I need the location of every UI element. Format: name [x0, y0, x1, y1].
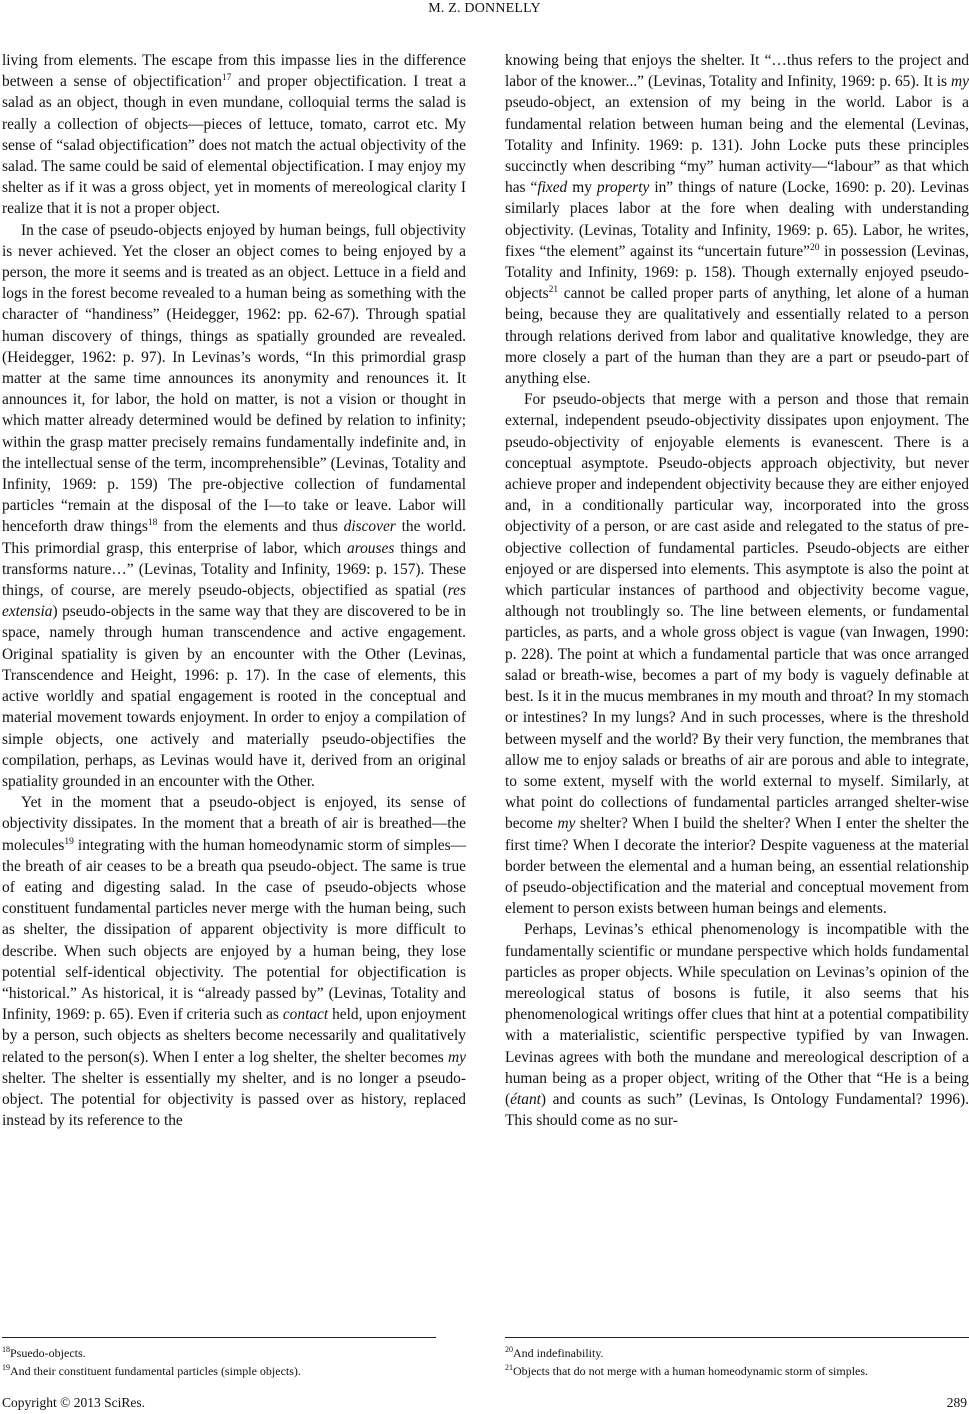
- footnotes-right: [505, 1344, 868, 1380]
- emphasis: property: [596, 179, 650, 197]
- emphasis: fixed: [537, 179, 568, 197]
- emphasis: res extensia: [2, 582, 466, 621]
- footnote-21: [505, 1362, 868, 1380]
- footnote-text: And their constituent fundamental particles (simple objects).: [10, 1364, 301, 1378]
- emphasis: my: [557, 815, 576, 833]
- copyright-notice: Copyright © 2013 SciRes.: [2, 1395, 146, 1410]
- footnote-number: 19: [2, 1363, 10, 1372]
- footnote-reference: 18: [147, 518, 158, 529]
- running-head: M. Z. DONNELLY: [428, 1, 541, 16]
- footnote-text: And indefinability.: [513, 1346, 604, 1360]
- footnote-text: Objects that do not merge with a human homeodynamic storm of simples.: [513, 1364, 869, 1378]
- body-paragraph: In the case of pseudo-objects enjoyed by human beings, full objectivity is never achieved. Yet the closer an object comes to being enjoyed by a person, the more it seems and is treated as an object. Lettuce in a field and logs in the forest become revealed to a human being as something with the character of “handiness” (Heidegger, 1962: pp. 62-67). Through spatial human discovery of things, things as spatially grounded are revealed. (Heidegger, 1962: p. 97). In Levinas’s words, “In this primordial grasp matter at the same time announces its anonymity and renounces it. It announces it, for labor, the hold on matter, is not a vision or thought in which matter already determined would be defined by relation to infinity; within the grasp matter precisely remains fundamentally indefinite and, in the intellectual sense of the term, incomprehensible” (Levinas, Totality and Infinity, 1969: p. 159) The pre-objective collection of fundamental particles “remain at the disposal of the I—to take or leave. Labor will henceforth draw things$^{18}$ from the elements and thus discover the world. This primordial grasp, this enterprise of labor, which arouses things and transforms nature…” (Levinas, Totality and Infinity, 1969: p. 157). These things, of course, are merely pseudo-objects, objectified as spatial (res extensia) pseudo-objects in the same way that they are discovered to be in space, namely through human transcendence and active engagement. Original spatiality is given by an encounter with the Other (Levinas, Transcendence and Height, 1996: p. 17). In the case of elements, this active worldly and spatial engagement is rooted in the conceptual and material movement towards enjoyment. In order to enjoy a compilation of simple objects, one actively and materially pseudo-objectifies the compilation, perhaps, as Levinas would have it, derived from an original spatiality grounded in an encounter with the Other.: [2, 221, 466, 790]
- footnote-reference: 21: [548, 285, 559, 296]
- left-column: [2, 50, 466, 1131]
- footnote-18: [2, 1344, 301, 1362]
- footnote-text: Psuedo-objects.: [10, 1346, 86, 1360]
- footnote-20: [505, 1344, 868, 1362]
- emphasis: arouses: [347, 539, 395, 557]
- footnote-number: 18: [2, 1345, 10, 1354]
- footnote-number: 21: [505, 1363, 513, 1372]
- footnote-reference: 17: [221, 73, 232, 84]
- footnote-reference: 19: [64, 836, 74, 847]
- emphasis: contact: [282, 1006, 329, 1024]
- emphasis: my: [448, 1048, 466, 1066]
- footnote-divider-left: [2, 1337, 436, 1338]
- right-column: [505, 50, 969, 1131]
- footnotes-left: [2, 1344, 301, 1380]
- emphasis: discover: [343, 518, 396, 536]
- body-paragraph: knowing being that enjoys the shelter. It “…thus refers to the project and labor of the knower...” (Levinas, Totality and Infinity, 1969: p. 65). It is my pseudo-object, an extension of my being in the world. Labor is a fundamental relation between human being and the elemental (Levinas, Totality and Infinity. 1969: p. 131). John Locke puts these principles succinctly when describing “my” human activity—“labour” as that which has “fixed my property in” things of nature (Locke, 1690: p. 20). Levinas similarly places labor at the fore when dealing with understanding objectivity. (Levinas, Totality and Infinity, 1969: p. 65). Labor, he writes, fixes “the element” against its “uncertain future”$^{20}$ in possession (Levinas, Totality and Infinity, 1969: p. 158). Though externally enjoyed pseudo-objects$^{21}$ cannot be called proper parts of anything, let alone of a human being, because they are qualitatively and essentially related to a person through relations derived from labor and qualitative knowledge, they are more closely a part of the human than they are a part or pseudo-part of anything else.: [505, 52, 969, 388]
- body-paragraph: Yet in the moment that a pseudo-object is enjoyed, its sense of objectivity dissipates. In the moment that a breath of air is breathed—the molecules$^{19}$ integrating with the human homeodynamic storm of simples—the breath of air ceases to be a breath qua pseudo-object. The same is true of eating and digesting salad. In the case of pseudo-objects whose constituent fundamental particles never merge with the human being, such as shelter, the dissipation of apparent objectivity is more difficult to describe. When such objects are enjoyed by a human being, they lose potential self-identical objectivity. The potential for objectification is “historical.” As historical, it is “already passed by” (Levinas, Totality and Infinity, 1969: p. 65). Even if criteria such as contact held, upon enjoyment by a person, such objects as shelters become necessarily and qualitatively related to the person(s). When I enter a log shelter, the shelter becomes my shelter. The shelter is essentially my shelter, and is no longer a pseudo-object. The potential for objectivity is passed over as history, replaced instead by its reference to the: [2, 794, 466, 1130]
- footnote-number: 20: [505, 1345, 513, 1354]
- footnote-divider-right: [505, 1337, 969, 1338]
- page-number: 289: [946, 1395, 967, 1410]
- body-paragraph: For pseudo-objects that merge with a person and those that remain external, independent pseudo-objectivity dissipates upon enjoyment. The pseudo-objectivity of enjoyable elements is evanescent. There is a conceptual asymptote. Pseudo-objects approach objectivity, but never achieve proper and independent objectivity because they are either enjoyed and, in a conditionally particular way, incorporated into the gross objectivity of a person, or are cast aside and relegated to the status of pre-objective collection of fundamental particles. Pseudo-objects are either enjoyed or are dispersed into elements. This asymptote is also the point at which particular instances of parthood and objectivity become vague, although not troublingly so. The line between elements, or fundamental particles, as parts, and a whole gross object is vague (van Inwagen, 1990: p. 228). The point at which a fundamental particle that was once arranged salad or breath-wise, becomes a part of my body is vaguely definable at best. Is it in the mucus membranes in my mouth and throat? In my stomach or intestines? In my lungs? And in such processes, where is the threshold between myself and the world? By their very function, the membranes that allow me to enjoy salads or breaths of air are porous and able to integrate, to some extent, myself with the world external to myself. Similarly, at what point do collections of fundamental particles arranged shelter-wise become my shelter? When I build the shelter? When I enter the shelter the first time? When I decorate the interior? Despite vagueness at the material border between the elemental and a human being, an essential relationship of pseudo-objectification and the material and conceptual movement from element to person exists between human beings and elements.: [505, 391, 969, 918]
- body-paragraph: Perhaps, Levinas’s ethical phenomenology is incompatible with the fundamentally scientific or mundane perspective which holds fundamental particles as proper objects. While speculation on Levinas’s opinion of the mereological status of bosons is futile, it also seems that his phenomenological writings offer clues that hint at a potential compatibility with a materialistic, scientific perspective typified by van Inwagen. Levinas agrees with both the mundane and mereological description of a human being as a proper object, writing of the Other that “He is a being (étant) and counts as such” (Levinas, Is Ontology Fundamental? 1996). This should come as no sur-: [505, 921, 969, 1130]
- body-paragraph: living from elements. The escape from this impasse lies in the difference between a sense of objectification$^{17}$ and proper objectification. I treat a salad as an object, though in even mundane, colloquial terms the salad is really a collection of objects—pieces of lettuce, tomato, carrot etc. My sense of “salad objectification” does not match the actual objectivity of the salad. The same could be said of elemental objectification. I may enjoy my shelter as if it was a gross object, yet in moments of mereological clarity I realize that it is not a proper object.: [2, 52, 466, 218]
- emphasis: my: [951, 73, 969, 91]
- emphasis: étant: [510, 1090, 541, 1108]
- footnote-reference: 20: [809, 242, 820, 253]
- footnote-19: [2, 1362, 301, 1380]
